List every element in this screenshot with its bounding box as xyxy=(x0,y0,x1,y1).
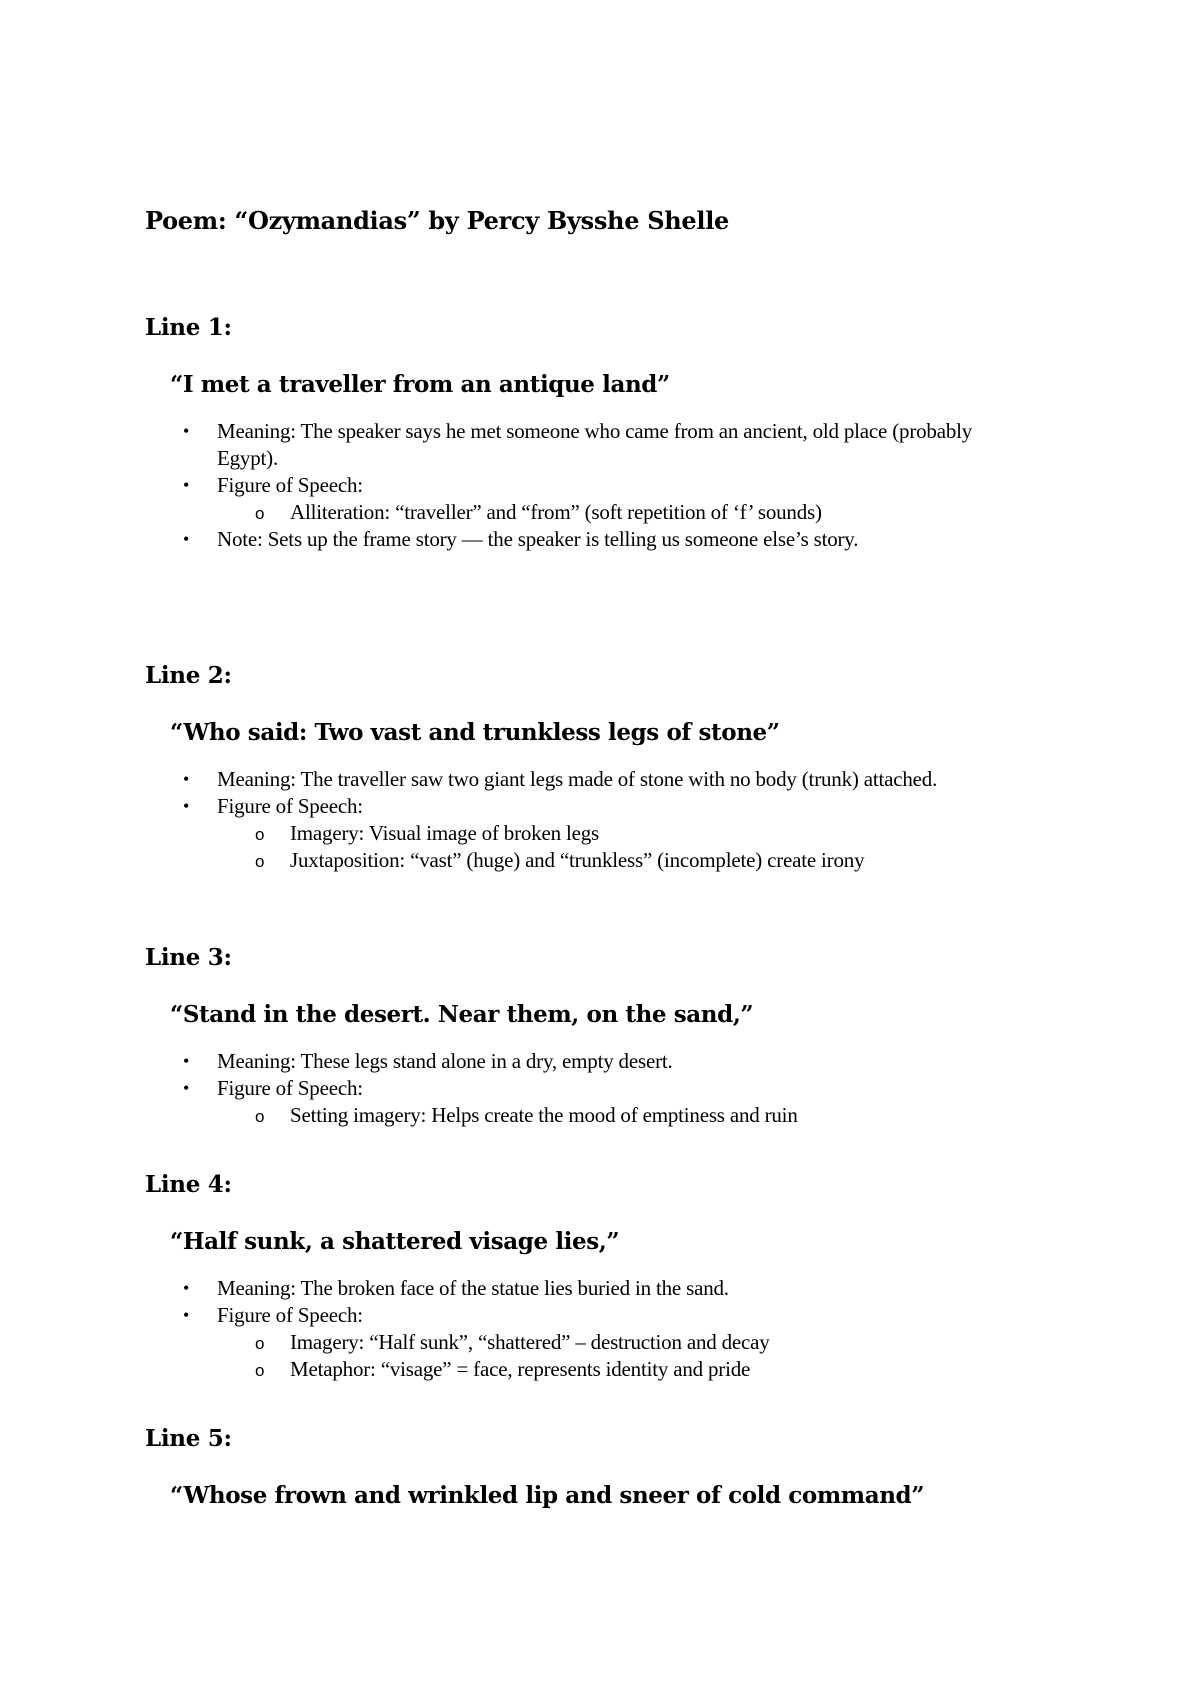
poem-quote: “I met a traveller from an antique land” xyxy=(170,371,670,398)
figure-of-speech-item xyxy=(145,1075,1045,1102)
figure-text: Alliteration: “traveller” and “from” (soft repetition of ‘f’ sounds) xyxy=(290,500,822,524)
figures-list xyxy=(145,820,1045,874)
meaning-item xyxy=(145,1275,1045,1302)
bullet-icon: • xyxy=(183,1278,190,1298)
line-4-section xyxy=(145,1171,1045,1383)
bullet-icon: • xyxy=(183,1078,190,1098)
bullet-icon: • xyxy=(183,475,190,495)
figure-text: Metaphor: “visage” = face, represents identity and pride xyxy=(290,1357,751,1381)
figures-list xyxy=(145,1102,1045,1129)
poem-quote: “Who said: Two vast and trunkless legs of stone” xyxy=(170,719,780,746)
sub-bullet-icon: o xyxy=(255,852,265,871)
line-1-section xyxy=(145,314,1045,553)
figure-item xyxy=(145,1356,1045,1383)
sub-bullet-icon: o xyxy=(255,504,265,523)
figure-text: Setting imagery: Helps create the mood of emptiness and ruin xyxy=(290,1103,798,1127)
figure-of-speech-label: Figure of Speech: xyxy=(217,473,363,497)
bullet-icon: • xyxy=(183,1051,190,1071)
meaning-text: Meaning: The broken face of the statue lies buried in the sand. xyxy=(217,1276,729,1300)
bullet-icon: • xyxy=(183,421,190,441)
document-title: Poem: “Ozymandias” by Percy Bysshe Shelle xyxy=(145,206,729,235)
figure-of-speech-label: Figure of Speech: xyxy=(217,1303,363,1327)
sub-bullet-icon: o xyxy=(255,1107,265,1126)
notes-list xyxy=(145,766,1045,874)
poem-quote: “Whose frown and wrinkled lip and sneer of cold command” xyxy=(170,1482,925,1509)
line-heading: Line 1: xyxy=(145,314,232,341)
bullet-icon: • xyxy=(183,529,190,549)
figure-item xyxy=(145,847,1045,874)
line-heading: Line 4: xyxy=(145,1171,232,1198)
note-text: Note: Sets up the frame story — the speaker is telling us someone else’s story. xyxy=(217,527,859,551)
meaning-text: Meaning: These legs stand alone in a dry, empty desert. xyxy=(217,1049,673,1073)
meaning-item xyxy=(145,1048,1045,1075)
figure-item xyxy=(145,499,1045,526)
figure-text: Imagery: “Half sunk”, “shattered” – destruction and decay xyxy=(290,1330,770,1354)
figure-of-speech-item xyxy=(145,1302,1045,1329)
poem-quote: “Half sunk, a shattered visage lies,” xyxy=(170,1228,620,1255)
meaning-item xyxy=(145,418,1045,472)
notes-list xyxy=(145,418,1045,553)
meaning-text: Meaning: The speaker says he met someone who came from an ancient, old place (probably Egypt). xyxy=(217,419,973,470)
sub-bullet-icon: o xyxy=(255,1334,265,1353)
figure-of-speech-item xyxy=(145,472,1045,499)
notes-list xyxy=(145,1048,1045,1129)
figures-list xyxy=(145,1329,1045,1383)
figure-of-speech-label: Figure of Speech: xyxy=(217,794,363,818)
bullet-icon: • xyxy=(183,769,190,789)
poem-quote: “Stand in the desert. Near them, on the sand,” xyxy=(170,1001,754,1028)
sub-bullet-icon: o xyxy=(255,825,265,844)
figures-group xyxy=(145,820,1045,874)
bullet-icon: • xyxy=(183,1305,190,1325)
figure-item xyxy=(145,820,1045,847)
notes-list xyxy=(145,1275,1045,1383)
line-heading: Line 3: xyxy=(145,944,232,971)
line-2-section xyxy=(145,662,1045,874)
figures-list xyxy=(145,499,1045,526)
figures-group xyxy=(145,499,1045,526)
meaning-item xyxy=(145,766,1045,793)
figure-item xyxy=(145,1329,1045,1356)
note-item xyxy=(145,526,1045,553)
line-heading: Line 5: xyxy=(145,1425,232,1452)
meaning-text: Meaning: The traveller saw two giant legs made of stone with no body (trunk) attached. xyxy=(217,767,938,791)
figures-group xyxy=(145,1102,1045,1129)
figure-item xyxy=(145,1102,1045,1129)
figure-text: Juxtaposition: “vast” (huge) and “trunkless” (incomplete) create irony xyxy=(290,848,865,872)
figure-text: Imagery: Visual image of broken legs xyxy=(290,821,599,845)
sub-bullet-icon: o xyxy=(255,1361,265,1380)
line-heading: Line 2: xyxy=(145,662,232,689)
figure-of-speech-item xyxy=(145,793,1045,820)
figures-group xyxy=(145,1329,1045,1383)
figure-of-speech-label: Figure of Speech: xyxy=(217,1076,363,1100)
line-5-section xyxy=(145,1425,1045,1509)
line-3-section xyxy=(145,944,1045,1129)
bullet-icon: • xyxy=(183,796,190,816)
